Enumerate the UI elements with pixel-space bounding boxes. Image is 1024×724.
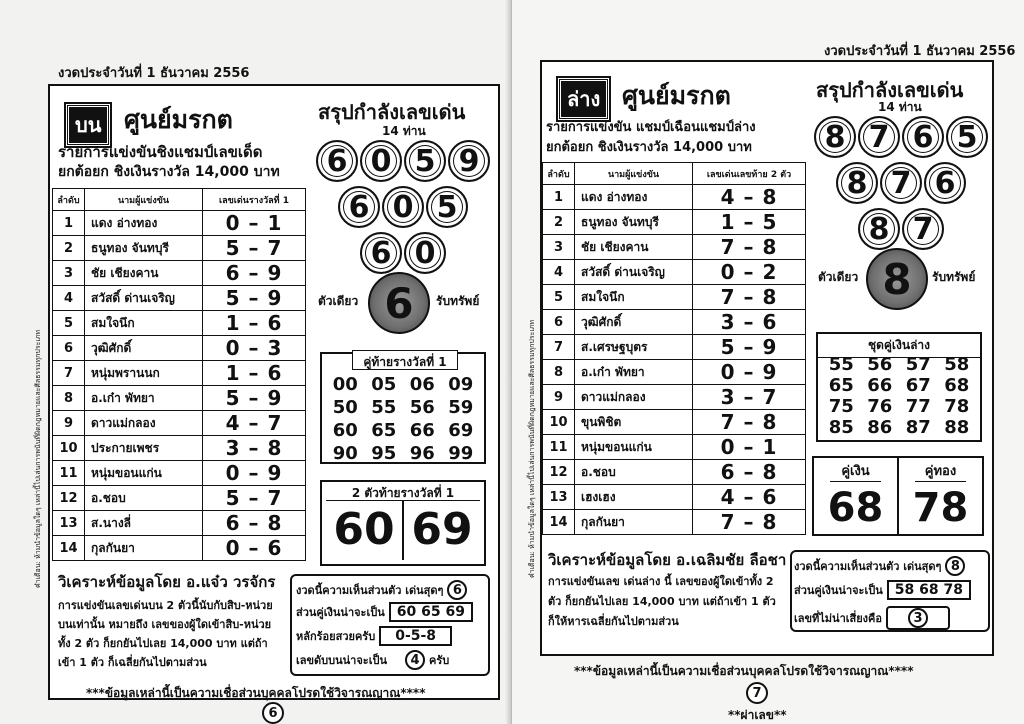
col-name: นามผู้แข่งขัน bbox=[575, 163, 693, 185]
rank-cell: 14 bbox=[53, 536, 85, 561]
pair-number: 50 bbox=[332, 397, 358, 418]
digit-ball: 6 bbox=[338, 186, 380, 228]
rank-cell: 8 bbox=[543, 360, 575, 385]
gold-cell bbox=[899, 458, 982, 534]
pair-number: 90 bbox=[332, 443, 358, 464]
pair-number: 77 bbox=[905, 396, 931, 417]
digit-ball: 0 bbox=[404, 232, 446, 274]
pair-number: 67 bbox=[905, 375, 931, 396]
score-cell: 5 – 9 bbox=[203, 286, 306, 311]
score-cell: 4 – 6 bbox=[693, 485, 806, 510]
pair-number: 95 bbox=[371, 443, 397, 464]
pair-number: 96 bbox=[409, 443, 435, 464]
page-number: 6 bbox=[262, 702, 284, 724]
table-row bbox=[543, 485, 806, 510]
name-cell: เฮงเฮง bbox=[575, 485, 693, 510]
score-cell: 3 – 6 bbox=[693, 310, 806, 335]
rank-cell: 7 bbox=[53, 361, 85, 386]
money-label: คู่เงิน bbox=[830, 460, 881, 482]
rank-cell: 3 bbox=[53, 261, 85, 286]
money-gold-box bbox=[812, 456, 984, 536]
digit-ball: 0 bbox=[382, 186, 424, 228]
score-cell: 0 – 6 bbox=[203, 536, 306, 561]
risk-value: 3 bbox=[908, 608, 928, 628]
table-row bbox=[53, 261, 306, 286]
pair-number: 00 bbox=[332, 374, 358, 395]
name-cell: อ.ชอบ bbox=[575, 460, 693, 485]
table-row bbox=[53, 236, 306, 261]
digit-ball: 6 bbox=[902, 116, 944, 158]
footer-brand: **ผ่าเลข** bbox=[728, 708, 787, 722]
score-cell: 7 – 8 bbox=[693, 285, 806, 310]
two-digit-title: 2 ตัวท้ายรางวัลที่ 1 bbox=[351, 486, 455, 500]
col-score: เลขเด่นรางวัลที่ 1 bbox=[203, 189, 306, 211]
table-row bbox=[543, 260, 806, 285]
pair-number: 86 bbox=[867, 417, 893, 438]
risk-row bbox=[794, 606, 950, 630]
single-digit-ball: 6 bbox=[368, 272, 430, 334]
last-suffix: ครับ bbox=[428, 654, 450, 667]
score-cell: 5 – 9 bbox=[693, 335, 806, 360]
name-cell: อ.ชอบ bbox=[85, 486, 203, 511]
contest-subtitle: รายการแข่งขันชิงแชมป์เลขเด็ด bbox=[58, 143, 263, 161]
score-cell: 5 – 7 bbox=[203, 236, 306, 261]
opinion-label: งวดนี้ความเห็นส่วนตัว เด่นสุดๆ bbox=[296, 584, 444, 597]
rank-cell: 4 bbox=[543, 260, 575, 285]
score-cell: 0 – 1 bbox=[693, 435, 806, 460]
table-row bbox=[543, 285, 806, 310]
tail-pairs-title: คู่ท้ายรางวัลที่ 1 bbox=[363, 355, 447, 369]
last-row bbox=[296, 650, 449, 670]
page-number: 7 bbox=[746, 682, 768, 704]
rank-cell: 12 bbox=[53, 486, 85, 511]
table-row bbox=[53, 336, 306, 361]
right-page bbox=[512, 0, 1024, 724]
name-cell: ขุนพิชิต bbox=[575, 410, 693, 435]
rank-cell: 2 bbox=[53, 236, 85, 261]
ranking-table bbox=[52, 188, 306, 561]
pair-number: 06 bbox=[409, 374, 435, 395]
rank-cell: 1 bbox=[53, 211, 85, 236]
score-cell: 5 – 9 bbox=[203, 386, 306, 411]
name-cell: หนุ่มขอนแก่น bbox=[575, 435, 693, 460]
rank-cell: 9 bbox=[53, 411, 85, 436]
table-row bbox=[543, 235, 806, 260]
table-row bbox=[543, 360, 806, 385]
name-cell: วุฒิศักดิ์ bbox=[575, 310, 693, 335]
table-row bbox=[543, 410, 806, 435]
summary-title: สรุปกำลังเลขเด่น bbox=[318, 100, 466, 124]
rank-cell: 11 bbox=[53, 461, 85, 486]
score-cell: 3 – 8 bbox=[203, 436, 306, 461]
pair-number: 60 bbox=[332, 420, 358, 441]
score-cell: 4 – 7 bbox=[203, 411, 306, 436]
gold-value: 78 bbox=[912, 485, 969, 531]
name-cell: ชัย เชียงคาน bbox=[575, 235, 693, 260]
name-cell: สมใจนึก bbox=[575, 285, 693, 310]
name-cell: ส.นางลี่ bbox=[85, 511, 203, 536]
prize-subtitle: ยกต้อยก ชิงเงินรางวัล 14,000 บาท bbox=[58, 164, 280, 180]
name-cell: ดาวแม่กลอง bbox=[85, 411, 203, 436]
table-row bbox=[543, 185, 806, 210]
name-cell: ดาวแม่กลอง bbox=[575, 385, 693, 410]
table-row bbox=[543, 510, 806, 535]
rank-cell: 6 bbox=[543, 310, 575, 335]
pair-number: 58 bbox=[944, 354, 970, 375]
score-cell: 1 – 6 bbox=[203, 361, 306, 386]
name-cell: แดง อ่างทอง bbox=[85, 211, 203, 236]
single-digit-ball: 8 bbox=[866, 248, 928, 310]
rank-cell: 11 bbox=[543, 435, 575, 460]
table-row bbox=[543, 435, 806, 460]
rank-cell: 12 bbox=[543, 460, 575, 485]
pair-label: ส่วนคู่เงินน่าจะเป็น bbox=[794, 584, 883, 597]
digit-ball: 5 bbox=[404, 140, 446, 182]
score-cell: 5 – 7 bbox=[203, 486, 306, 511]
pair-row bbox=[296, 602, 473, 622]
summary-title: สรุปกำลังเลขเด่น bbox=[816, 78, 964, 102]
score-cell: 0 – 9 bbox=[693, 360, 806, 385]
name-cell: อ.เก๋า พัทยา bbox=[575, 360, 693, 385]
pair-row bbox=[794, 580, 971, 600]
name-cell: หนุ่มพรานนก bbox=[85, 361, 203, 386]
rank-cell: 7 bbox=[543, 335, 575, 360]
digit-ball: 6 bbox=[316, 140, 358, 182]
name-cell: วุฒิศักดิ์ bbox=[85, 336, 203, 361]
score-cell: 7 – 8 bbox=[693, 410, 806, 435]
pair-number: 56 bbox=[409, 397, 435, 418]
digit-ball: 5 bbox=[426, 186, 468, 228]
gold-label: คู่ทอง bbox=[915, 460, 966, 482]
name-cell: สวัสดิ์ ด่านเจริญ bbox=[575, 260, 693, 285]
opinion-row bbox=[296, 580, 467, 600]
prize-subtitle: ยกต้อยก ชิงเงินรางวัล 14,000 บาท bbox=[546, 140, 752, 155]
pair-number: 85 bbox=[828, 417, 854, 438]
rank-cell: 6 bbox=[53, 336, 85, 361]
score-cell: 1 – 5 bbox=[693, 210, 806, 235]
pair-number: 88 bbox=[944, 417, 970, 438]
pair-number: 09 bbox=[448, 374, 474, 395]
rank-cell: 9 bbox=[543, 385, 575, 410]
pair-number: 78 bbox=[944, 396, 970, 417]
score-cell: 0 – 1 bbox=[203, 211, 306, 236]
pair-number: 65 bbox=[828, 375, 854, 396]
name-cell: สมใจนึก bbox=[85, 311, 203, 336]
pair-number: 55 bbox=[371, 397, 397, 418]
pair-number: 66 bbox=[867, 375, 893, 396]
score-cell: 6 – 9 bbox=[203, 261, 306, 286]
table-row bbox=[543, 310, 806, 335]
table-row bbox=[543, 210, 806, 235]
col-rank: ลำดับ bbox=[543, 163, 575, 185]
digit-ball: 6 bbox=[360, 232, 402, 274]
disclaimer: ***ข้อมูลเหล่านี้เป็นความเชื่อส่วนบุคคลโปรดใช้วิจารณญาณ**** bbox=[574, 664, 914, 678]
center-title: ศูนย์มรกต bbox=[124, 105, 233, 134]
risk-label: เลขที่ไม่น่าเสี่ยงคือ bbox=[794, 612, 883, 625]
table-row bbox=[53, 286, 306, 311]
lower-badge: ล่าง bbox=[558, 78, 609, 120]
pair-number: 76 bbox=[867, 396, 893, 417]
pair-label: ส่วนคู่เงินน่าจะเป็น bbox=[296, 606, 385, 619]
pair-number: 65 bbox=[371, 420, 397, 441]
lower-pairs-title: ชุดคู่เงินล่าง bbox=[816, 336, 982, 358]
score-cell: 6 – 8 bbox=[693, 460, 806, 485]
disclaimer: ***ข้อมูลเหล่านี้เป็นความเชื่อส่วนบุคคลโปรดใช้วิจารณญาณ**** bbox=[86, 686, 426, 700]
table-row bbox=[543, 460, 806, 485]
single-digit-suffix: รับทรัพย์ bbox=[436, 294, 480, 308]
single-digit-label: ตัวเดียว bbox=[818, 270, 859, 284]
score-cell: 0 – 2 bbox=[693, 260, 806, 285]
rank-cell: 14 bbox=[543, 510, 575, 535]
tail-pairs-grid bbox=[326, 374, 480, 464]
rank-cell: 8 bbox=[53, 386, 85, 411]
rank-cell: 10 bbox=[53, 436, 85, 461]
table-row bbox=[53, 511, 306, 536]
name-cell: อ.เก๋า พัทยา bbox=[85, 386, 203, 411]
pair-number: 75 bbox=[828, 396, 854, 417]
two-digit-b: 69 bbox=[411, 504, 473, 555]
single-digit-label: ตัวเดียว bbox=[318, 294, 359, 308]
pair-value: 60 65 69 bbox=[389, 602, 473, 622]
score-cell: 3 – 7 bbox=[693, 385, 806, 410]
pair-value: 58 68 78 bbox=[887, 580, 971, 600]
pair-number: 87 bbox=[905, 417, 931, 438]
center-title: ศูนย์มรกต bbox=[622, 81, 731, 110]
rank-cell: 4 bbox=[53, 286, 85, 311]
analyst-title: วิเคราะห์ข้อมูลโดย อ.เฉลิมชัย ลือชา bbox=[548, 551, 787, 569]
col-name: นามผู้แข่งขัน bbox=[85, 189, 203, 211]
digit-ball: 0 bbox=[360, 140, 402, 182]
opinion-value: 8 bbox=[945, 556, 965, 576]
rank-cell: 2 bbox=[543, 210, 575, 235]
opinion-value: 6 bbox=[447, 580, 467, 600]
opinion-label: งวดนี้ความเห็นส่วนตัว เด่นสุดๆ bbox=[794, 560, 942, 573]
digit-ball: 7 bbox=[880, 162, 922, 204]
last-label: เลขดับบนน่าจะเป็น bbox=[296, 654, 387, 667]
analyst-title: วิเคราะห์ข้อมูลโดย อ.แจ๋ว วรจักร bbox=[58, 573, 276, 591]
name-cell: หนุ่มขอนแก่น bbox=[85, 461, 203, 486]
lower-pairs-grid bbox=[822, 354, 976, 438]
digit-ball: 9 bbox=[448, 140, 490, 182]
pair-number: 05 bbox=[371, 374, 397, 395]
score-cell: 7 – 8 bbox=[693, 235, 806, 260]
analysis-text: การแข่งขันเลข เด่นล่าง นี้ เลขของผู้ใดเข้าทั้ง 2 ตัว ก็ยกยันไปเลย 14,000 บาท แต่ถ้าเข้า 1 ตัว ก็ให้หารเฉลี่ยกันไปตามส่วน bbox=[548, 575, 776, 628]
analysis-text: การแข่งขันเลขเด่นบน 2 ตัวนี้นับกับสิบ-หน่วยบนเท่านั้น หมายถึง เลขของผู้ใดเข้าสิบ-หน่วยทั้ง 2 ตัว ก็ยกยันไปเลย 14,000 บาท แต่ถ้าเข้า 1 ตัว ก็เฉลี่ยกันไปตามส่วน bbox=[58, 599, 273, 669]
pair-number: 69 bbox=[448, 420, 474, 441]
two-digit-a: 60 bbox=[326, 501, 404, 560]
digit-ball: 8 bbox=[858, 208, 900, 250]
hundred-label: หลักร้อยสวยครับ bbox=[296, 630, 376, 643]
pair-number: 57 bbox=[905, 354, 931, 375]
risk-value-frame bbox=[886, 606, 950, 630]
table-row bbox=[53, 311, 306, 336]
contest-subtitle: รายการแข่งขัน แชมป์เฉือนแชมป์ล่าง bbox=[546, 120, 756, 135]
ranking-table bbox=[542, 162, 806, 535]
table-row bbox=[53, 211, 306, 236]
rank-cell: 10 bbox=[543, 410, 575, 435]
digit-ball: 7 bbox=[902, 208, 944, 250]
table-row bbox=[53, 486, 306, 511]
summary-count: 14 ท่าน bbox=[878, 100, 922, 114]
digit-ball: 8 bbox=[814, 116, 856, 158]
table-row bbox=[53, 386, 306, 411]
single-digit-suffix: รับทรัพย์ bbox=[932, 270, 976, 284]
summary-count: 14 ท่าน bbox=[382, 124, 426, 138]
score-cell: 6 – 8 bbox=[203, 511, 306, 536]
name-cell: กุลกันยา bbox=[85, 536, 203, 561]
score-cell: 1 – 6 bbox=[203, 311, 306, 336]
rank-cell: 3 bbox=[543, 235, 575, 260]
warning-note: คำเตือน: ห้ามนำข้อมูลใดๆ เหล่านี้ไปเล่นการพนันที่ผิดกฎหมายและศีลธรรมทุกประเภท bbox=[34, 330, 42, 588]
upper-badge: บน bbox=[66, 104, 110, 146]
digit-ball: 6 bbox=[924, 162, 966, 204]
draw-date: งวดประจำวันที่ 1 ธันวาคม 2556 bbox=[824, 44, 1016, 59]
table-row bbox=[53, 461, 306, 486]
score-cell: 7 – 8 bbox=[693, 510, 806, 535]
rank-cell: 13 bbox=[543, 485, 575, 510]
table-row bbox=[53, 411, 306, 436]
digit-ball: 5 bbox=[946, 116, 988, 158]
digit-ball: 7 bbox=[858, 116, 900, 158]
pair-number: 55 bbox=[828, 354, 854, 375]
score-cell: 0 – 3 bbox=[203, 336, 306, 361]
hundred-row bbox=[296, 626, 452, 646]
table-row bbox=[53, 536, 306, 561]
table-row bbox=[543, 335, 806, 360]
rank-cell: 5 bbox=[53, 311, 85, 336]
table-row bbox=[53, 436, 306, 461]
digit-ball: 8 bbox=[836, 162, 878, 204]
rank-cell: 5 bbox=[543, 285, 575, 310]
pair-number: 99 bbox=[448, 443, 474, 464]
warning-note: คำเตือน: ห้ามนำข้อมูลใดๆ เหล่านี้ไปเล่นการพนันที่ผิดกฎหมายและศีลธรรมทุกประเภท bbox=[528, 320, 536, 578]
two-digit-values bbox=[326, 500, 480, 560]
rank-cell: 13 bbox=[53, 511, 85, 536]
col-score: เลขเด่นเลขท้าย 2 ตัว bbox=[693, 163, 806, 185]
name-cell: ส.เศรษฐบุตร bbox=[575, 335, 693, 360]
pair-number: 56 bbox=[867, 354, 893, 375]
name-cell: สวัสดิ์ ด่านเจริญ bbox=[85, 286, 203, 311]
name-cell: ธนูทอง จันทบุรี bbox=[575, 210, 693, 235]
money-cell bbox=[814, 458, 899, 534]
pair-number: 68 bbox=[944, 375, 970, 396]
pair-number: 66 bbox=[409, 420, 435, 441]
score-cell: 0 – 9 bbox=[203, 461, 306, 486]
name-cell: ธนูทอง จันทบุรี bbox=[85, 236, 203, 261]
score-cell: 4 – 8 bbox=[693, 185, 806, 210]
rank-cell: 1 bbox=[543, 185, 575, 210]
pair-number: 59 bbox=[448, 397, 474, 418]
table-row bbox=[53, 361, 306, 386]
hundred-value: 0-5-8 bbox=[379, 626, 452, 646]
draw-date: งวดประจำวันที่ 1 ธันวาคม 2556 bbox=[58, 66, 250, 81]
table-row bbox=[543, 385, 806, 410]
money-value: 68 bbox=[827, 485, 884, 531]
name-cell: ชัย เชียงคาน bbox=[85, 261, 203, 286]
name-cell: กุลกันยา bbox=[575, 510, 693, 535]
opinion-row bbox=[794, 556, 965, 576]
name-cell: แดง อ่างทอง bbox=[575, 185, 693, 210]
last-value: 4 bbox=[405, 650, 425, 670]
name-cell: ประกายเพชร bbox=[85, 436, 203, 461]
col-rank: ลำดับ bbox=[53, 189, 85, 211]
